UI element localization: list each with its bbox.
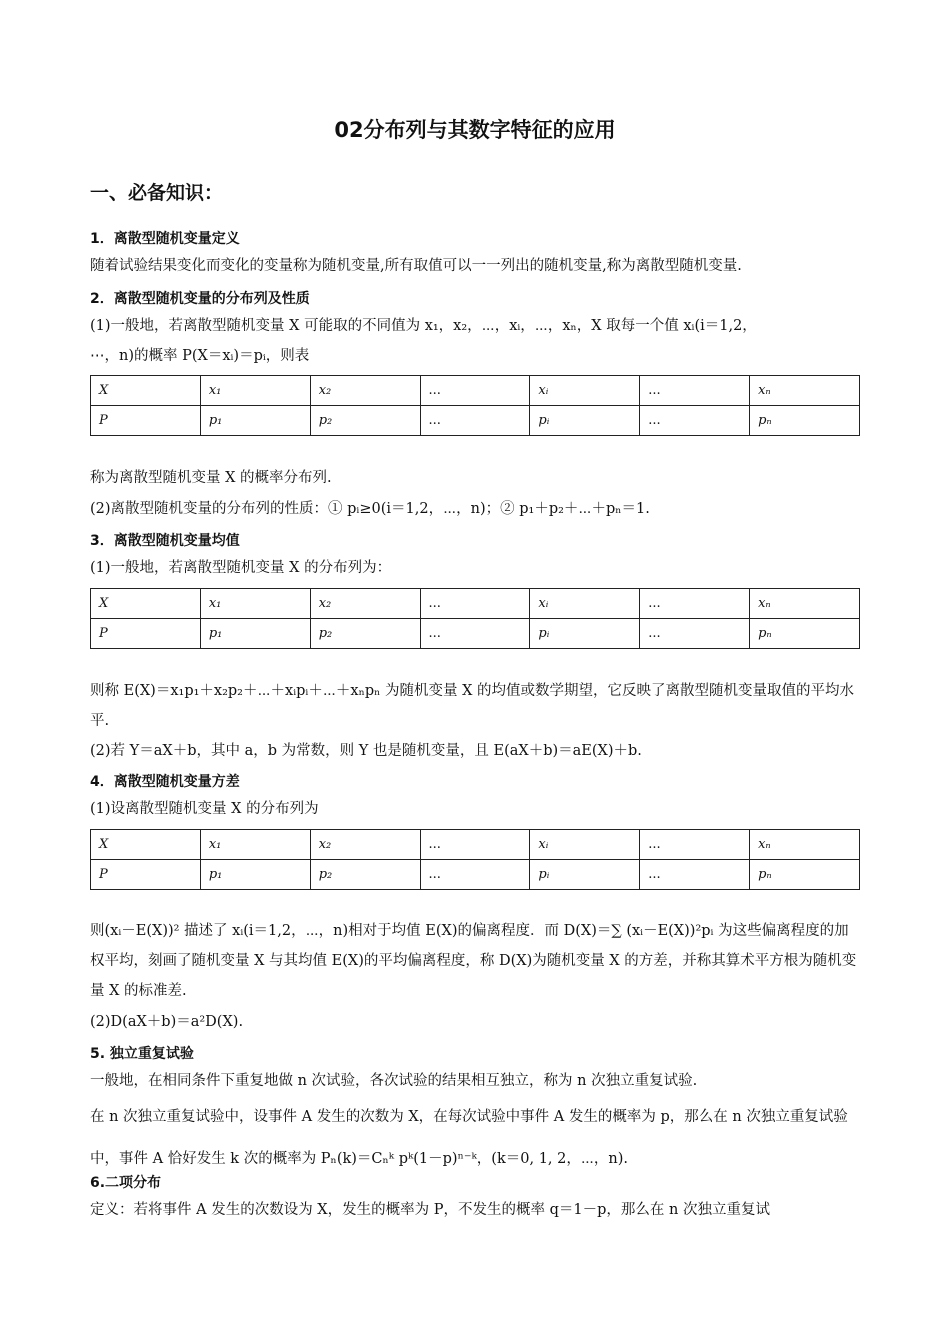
table-cell: ... bbox=[640, 830, 750, 860]
table-cell: x₂ bbox=[310, 589, 420, 619]
table-cell: p₁ bbox=[200, 406, 310, 436]
paragraph-5a: 一般地，在相同条件下重复地做 n 次试验，各次试验的结果相互独立，称为 n 次独立重复试验. bbox=[90, 1073, 698, 1089]
table-cell: X bbox=[91, 376, 201, 406]
table-cell: p₁ bbox=[200, 619, 310, 649]
table-row bbox=[91, 830, 860, 860]
table-cell: p₂ bbox=[310, 406, 420, 436]
table-cell: xₙ bbox=[750, 830, 860, 860]
table-cell: ... bbox=[640, 619, 750, 649]
table-cell: P bbox=[91, 860, 201, 890]
table-cell: pᵢ bbox=[530, 619, 640, 649]
paragraph-2b: ⋯，n)的概率 P(X＝xᵢ)＝pᵢ，则表 bbox=[90, 348, 310, 364]
table-cell: xᵢ bbox=[530, 830, 640, 860]
distribution-table-2 bbox=[90, 588, 860, 649]
table-cell: pᵢ bbox=[530, 860, 640, 890]
page-title: 02分布列与其数字特征的应用 bbox=[334, 118, 616, 142]
table-cell: xₙ bbox=[750, 589, 860, 619]
table-cell: pₙ bbox=[750, 619, 860, 649]
table-cell: P bbox=[91, 406, 201, 436]
table-cell: X bbox=[91, 830, 201, 860]
table-cell: ... bbox=[640, 860, 750, 890]
table-cell: xₙ bbox=[750, 376, 860, 406]
table-cell: ... bbox=[640, 589, 750, 619]
paragraph-4c: (2)D(aX＋b)＝a²D(X). bbox=[90, 1014, 244, 1030]
table-cell: ... bbox=[640, 376, 750, 406]
table-row bbox=[91, 589, 860, 619]
table-cell: xᵢ bbox=[530, 589, 640, 619]
heading-6: 6.二项分布 bbox=[90, 1175, 162, 1191]
table-cell: ... bbox=[420, 830, 530, 860]
table-cell: x₁ bbox=[200, 589, 310, 619]
table-cell: pᵢ bbox=[530, 406, 640, 436]
paragraph-6a: 定义：若将事件 A 发生的次数设为 X，发生的概率为 P，不发生的概率 q＝1－p，那么在 n 次独立重复试 bbox=[90, 1202, 770, 1218]
heading-5: 5. 独立重复试验 bbox=[90, 1046, 194, 1062]
heading-1: 1．离散型随机变量定义 bbox=[90, 231, 240, 247]
table-cell: pₙ bbox=[750, 860, 860, 890]
table-cell: ... bbox=[420, 619, 530, 649]
table-row bbox=[91, 860, 860, 890]
table-cell: xᵢ bbox=[530, 376, 640, 406]
table-cell: ... bbox=[420, 376, 530, 406]
table-cell: p₂ bbox=[310, 860, 420, 890]
paragraph-2a: (1)一般地，若离散型随机变量 X 可能取的不同值为 x₁，x₂，⋯，xᵢ，⋯，xₙ，X 取每一个值 xᵢ(i＝1,2， bbox=[90, 318, 757, 334]
table-cell: x₂ bbox=[310, 830, 420, 860]
paragraph-3a: (1)一般地，若离散型随机变量 X 的分布列为： bbox=[90, 560, 392, 576]
table-cell: ... bbox=[420, 589, 530, 619]
paragraph-3c: (2)若 Y＝aX＋b，其中 a，b 为常数，则 Y 也是随机变量，且 E(aX＋b)＝aE(X)＋b. bbox=[90, 743, 642, 759]
section-heading-knowledge: 一、必备知识： bbox=[90, 182, 224, 204]
table-row bbox=[91, 406, 860, 436]
table-cell: ... bbox=[420, 860, 530, 890]
heading-3: 3．离散型随机变量均值 bbox=[90, 533, 240, 549]
heading-4: 4．离散型随机变量方差 bbox=[90, 774, 240, 790]
table-cell: p₁ bbox=[200, 860, 310, 890]
table-cell: x₂ bbox=[310, 376, 420, 406]
table-cell: X bbox=[91, 589, 201, 619]
paragraph-2d: (2)离散型随机变量的分布列的性质：① pᵢ≥0(i＝1,2，⋯，n)；② p₁＋p₂＋⋯＋pₙ＝1. bbox=[90, 501, 650, 517]
paragraph-4a: (1)设离散型随机变量 X 的分布列为 bbox=[90, 801, 319, 817]
paragraph-3b: 则称 E(X)＝x₁p₁＋x₂p₂＋⋯＋xᵢpᵢ＋⋯＋xₙpₙ 为随机变量 X 的均值或数学期望，它反映了离散型随机变量取值的平均水平. bbox=[90, 683, 855, 729]
table-cell: P bbox=[91, 619, 201, 649]
table-cell: ... bbox=[640, 406, 750, 436]
table-row bbox=[91, 619, 860, 649]
distribution-table-1 bbox=[90, 375, 860, 436]
paragraph-2c: 称为离散型随机变量 X 的概率分布列. bbox=[90, 470, 332, 486]
table-cell: pₙ bbox=[750, 406, 860, 436]
table-cell: x₁ bbox=[200, 830, 310, 860]
heading-2: 2．离散型随机变量的分布列及性质 bbox=[90, 291, 310, 307]
table-cell: x₁ bbox=[200, 376, 310, 406]
paragraph-5b: 在 n 次独立重复试验中，设事件 A 发生的次数为 X，在每次试验中事件 A 发生的概率为 p，那么在 n 次独立重复试验中，事件 A 恰好发生 k 次的概率为 Pₙ(k)＝Cₙᵏ pᵏ(1－p)ⁿ⁻ᵏ，(k＝0, 1, 2，⋯，n). bbox=[90, 1109, 848, 1167]
paragraph-1: 随着试验结果变化而变化的变量称为随机变量,所有取值可以一一列出的随机变量,称为离散型随机变量. bbox=[90, 258, 742, 274]
table-row bbox=[91, 376, 860, 406]
distribution-table-3 bbox=[90, 829, 860, 890]
table-cell: ... bbox=[420, 406, 530, 436]
paragraph-4b: 则(xᵢ－E(X))² 描述了 xᵢ(i＝1,2，⋯，n)相对于均值 E(X)的偏离程度．而 D(X)＝∑ (xᵢ－E(X))²pᵢ 为这些偏离程度的加权平均，刻画了随机变量 X 与其均值 E(X)的平均偏离程度，称 D(X)为随机变量 X 的方差，并称其算术平方根为随机变量 X 的标准差. bbox=[90, 923, 857, 999]
table-cell: p₂ bbox=[310, 619, 420, 649]
